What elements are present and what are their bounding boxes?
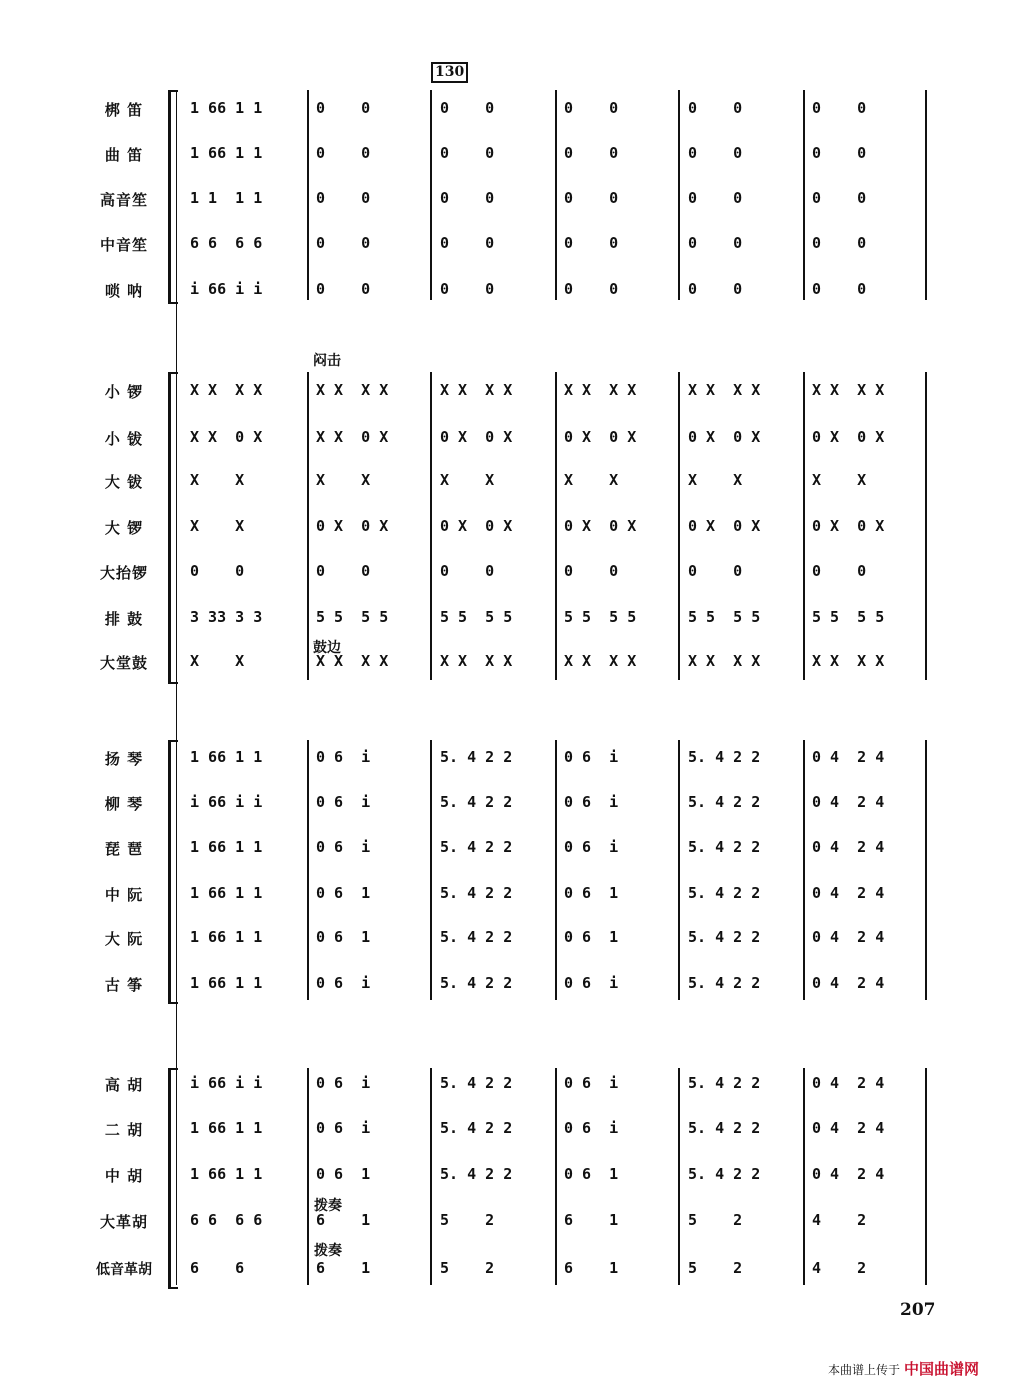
measure-cell: 0 6 i — [316, 838, 371, 856]
barline — [430, 372, 432, 680]
annotation-bozou-2: 拨奏 — [314, 1243, 342, 1259]
measure-cell: 5. 4 2 2 — [688, 1165, 761, 1183]
measure-cell: 0 6 i — [564, 748, 619, 766]
measure-cell: 0 0 — [812, 99, 867, 117]
instrument-label: 柳 琴 — [104, 795, 144, 813]
measure-cell: 1 66 1 1 — [190, 99, 263, 117]
measure-cell: 0 X 0 X — [812, 428, 885, 446]
measure-cell: 5. 4 2 2 — [688, 884, 761, 902]
measure-cell: 1 66 1 1 — [190, 884, 263, 902]
measure-cell: 5. 4 2 2 — [688, 793, 761, 811]
measure-cell: 0 0 — [812, 144, 867, 162]
measure-cell: 0 0 — [688, 280, 743, 298]
measure-cell: 0 X 0 X — [688, 517, 761, 535]
measure-cell: 4 2 — [812, 1259, 867, 1277]
measure-cell: i 66 i i — [190, 1074, 263, 1092]
measure-cell: 6 1 — [316, 1259, 371, 1277]
measure-cell: 0 0 — [440, 280, 495, 298]
barline — [555, 1068, 557, 1285]
measure-cell: 5 2 — [688, 1259, 743, 1277]
measure-cell: 0 4 2 4 — [812, 748, 885, 766]
barline — [430, 90, 432, 300]
measure-cell: 5. 4 2 2 — [440, 793, 513, 811]
measure-cell: 5. 4 2 2 — [688, 928, 761, 946]
measure-cell: 0 0 — [564, 234, 619, 252]
measure-cell: 5. 4 2 2 — [440, 1119, 513, 1137]
measure-cell: 0 0 — [440, 144, 495, 162]
barline — [803, 90, 805, 300]
measure-cell: i 66 i i — [190, 793, 263, 811]
measure-cell: 5 2 — [688, 1211, 743, 1229]
measure-cell: i 66 i i — [190, 280, 263, 298]
barline — [925, 1068, 927, 1285]
measure-cell: 5. 4 2 2 — [440, 1074, 513, 1092]
measure-cell: 1 66 1 1 — [190, 974, 263, 992]
measure-cell: X X — [190, 652, 245, 670]
measure-cell: 0 0 — [688, 234, 743, 252]
measure-cell: 5. 4 2 2 — [688, 1119, 761, 1137]
measure-cell: 1 66 1 1 — [190, 928, 263, 946]
measure-cell: 0 0 — [564, 99, 619, 117]
measure-cell: 0 0 — [316, 189, 371, 207]
measure-cell: 5 2 — [440, 1259, 495, 1277]
annotation-menji: 闷击 — [313, 353, 341, 369]
measure-cell: 0 X 0 X — [688, 428, 761, 446]
barline — [678, 90, 680, 300]
measure-cell: 0 4 2 4 — [812, 928, 885, 946]
measure-cell: 1 66 1 1 — [190, 144, 263, 162]
measure-cell: 0 4 2 4 — [812, 793, 885, 811]
instrument-label: 梆 笛 — [104, 101, 144, 119]
instrument-label: 大革胡 — [99, 1213, 148, 1231]
measure-cell: 4 2 — [812, 1211, 867, 1229]
measure-cell: X X — [564, 471, 619, 489]
measure-cell: 1 1 1 1 — [190, 189, 263, 207]
measure-cell: 0 0 — [812, 562, 867, 580]
measure-cell: 6 6 6 6 — [190, 1211, 263, 1229]
measure-cell: 0 4 2 4 — [812, 974, 885, 992]
measure-cell: 0 0 — [316, 280, 371, 298]
instrument-label: 大 阮 — [104, 930, 144, 948]
measure-cell: 5. 4 2 2 — [688, 838, 761, 856]
measure-cell: 5. 4 2 2 — [440, 748, 513, 766]
measure-cell: 0 4 2 4 — [812, 1119, 885, 1137]
measure-cell: 0 4 2 4 — [812, 1165, 885, 1183]
measure-cell: 0 6 i — [564, 838, 619, 856]
barline — [307, 372, 309, 680]
measure-cell: X X X X — [564, 652, 637, 670]
measure-cell: 3 33 3 3 — [190, 608, 263, 626]
instrument-label: 大 钹 — [104, 473, 144, 491]
instrument-label: 琵 琶 — [104, 840, 144, 858]
measure-cell: X X 0 X — [316, 428, 389, 446]
measure-cell: 0 6 i — [316, 793, 371, 811]
measure-cell: 6 6 — [190, 1259, 245, 1277]
measure-cell: 0 6 1 — [564, 1165, 619, 1183]
measure-cell: 0 0 — [812, 280, 867, 298]
measure-cell: X X X X — [812, 381, 885, 399]
measure-cell: 6 1 — [564, 1211, 619, 1229]
measure-cell: 5. 4 2 2 — [440, 884, 513, 902]
barline — [430, 1068, 432, 1285]
measure-cell: 5 5 5 5 — [564, 608, 637, 626]
annotation-bozou-1: 拨奏 — [314, 1198, 342, 1214]
measure-cell: 0 6 i — [316, 974, 371, 992]
measure-cell: X X 0 X — [190, 428, 263, 446]
measure-cell: 1 66 1 1 — [190, 1165, 263, 1183]
footer — [828, 1358, 979, 1379]
measure-cell: 0 0 — [812, 234, 867, 252]
measure-cell: 0 X 0 X — [440, 428, 513, 446]
instrument-label: 唢 呐 — [104, 282, 144, 300]
measure-cell: 0 0 — [316, 234, 371, 252]
system-line — [176, 90, 177, 1285]
measure-cell: 0 0 — [812, 189, 867, 207]
measure-cell: X X X X — [316, 652, 389, 670]
page-number: 207 — [900, 1300, 936, 1320]
instrument-label: 曲 笛 — [104, 146, 144, 164]
measure-cell: 0 X 0 X — [812, 517, 885, 535]
measure-cell: 5. 4 2 2 — [688, 974, 761, 992]
instrument-label: 中 阮 — [104, 886, 144, 904]
measure-cell: 0 0 — [564, 280, 619, 298]
instrument-label: 排 鼓 — [104, 610, 144, 628]
measure-cell: X X X X — [190, 381, 263, 399]
measure-cell: 0 0 — [316, 562, 371, 580]
measure-cell: X X — [190, 517, 245, 535]
measure-cell: 0 0 — [688, 144, 743, 162]
barline — [307, 90, 309, 300]
measure-cell: X X — [190, 471, 245, 489]
instrument-label: 扬 琴 — [104, 750, 144, 768]
measure-cell: 5 2 — [440, 1211, 495, 1229]
footer-text: 本曲谱上传于 — [828, 1363, 901, 1377]
measure-cell: 0 6 i — [316, 748, 371, 766]
measure-cell: 0 6 i — [564, 1074, 619, 1092]
barline — [925, 740, 927, 1000]
instrument-label: 中音笙 — [99, 236, 148, 254]
barline — [307, 1068, 309, 1285]
instrument-label: 二 胡 — [104, 1121, 144, 1139]
measure-cell: X X — [812, 471, 867, 489]
measure-cell: 5. 4 2 2 — [440, 928, 513, 946]
instrument-label: 大 锣 — [104, 519, 144, 537]
measure-cell: 0 6 i — [316, 1074, 371, 1092]
measure-cell: X X X X — [688, 652, 761, 670]
measure-cell: 0 0 — [564, 562, 619, 580]
measure-cell: 0 6 1 — [564, 928, 619, 946]
measure-cell: 5 5 5 5 — [688, 608, 761, 626]
measure-cell: 0 0 — [688, 99, 743, 117]
measure-cell: 5. 4 2 2 — [440, 838, 513, 856]
measure-cell: 1 66 1 1 — [190, 838, 263, 856]
measure-cell: 5. 4 2 2 — [440, 1165, 513, 1183]
barline — [678, 372, 680, 680]
measure-cell: 0 4 2 4 — [812, 838, 885, 856]
measure-cell: 0 4 2 4 — [812, 884, 885, 902]
barline — [678, 740, 680, 1000]
measure-cell: 0 6 i — [564, 974, 619, 992]
measure-cell: 0 4 2 4 — [812, 1074, 885, 1092]
measure-cell: 5. 4 2 2 — [440, 974, 513, 992]
measure-cell: X X X X — [812, 652, 885, 670]
measure-cell: 6 1 — [564, 1259, 619, 1277]
barline — [555, 740, 557, 1000]
barline — [555, 372, 557, 680]
measure-cell: 0 0 — [440, 99, 495, 117]
measure-cell: 0 0 — [316, 144, 371, 162]
measure-cell: 0 6 1 — [316, 1165, 371, 1183]
measure-cell: 6 6 6 6 — [190, 234, 263, 252]
measure-cell: X X X X — [688, 381, 761, 399]
measure-cell: 0 0 — [688, 562, 743, 580]
barline — [925, 90, 927, 300]
measure-cell: 5. 4 2 2 — [688, 1074, 761, 1092]
measure-cell: 0 X 0 X — [440, 517, 513, 535]
instrument-label: 高 胡 — [104, 1076, 144, 1094]
measure-cell: X X X X — [440, 381, 513, 399]
measure-cell: 0 X 0 X — [316, 517, 389, 535]
measure-cell: 0 0 — [688, 189, 743, 207]
measure-cell: X X X X — [440, 652, 513, 670]
measure-cell: 0 X 0 X — [564, 517, 637, 535]
footer-site-logo: 中国曲谱网 — [904, 1360, 980, 1378]
measure-cell: 0 6 i — [564, 1119, 619, 1137]
measure-cell: 0 0 — [440, 562, 495, 580]
measure-cell: 1 66 1 1 — [190, 748, 263, 766]
instrument-label: 大堂鼓 — [99, 654, 148, 672]
measure-cell: 0 0 — [190, 562, 245, 580]
measure-cell: 0 6 1 — [316, 928, 371, 946]
measure-cell: 5. 4 2 2 — [688, 748, 761, 766]
barline — [307, 740, 309, 1000]
annotation-gubian: 鼓边 — [313, 640, 341, 656]
measure-cell: 0 6 i — [316, 1119, 371, 1137]
measure-cell: 0 0 — [564, 189, 619, 207]
barline — [803, 372, 805, 680]
measure-cell: 1 66 1 1 — [190, 1119, 263, 1137]
measure-cell: X X — [688, 471, 743, 489]
barline — [925, 372, 927, 680]
measure-cell: 0 0 — [316, 99, 371, 117]
barline — [555, 90, 557, 300]
instrument-label: 大抬锣 — [99, 564, 148, 582]
instrument-label: 高音笙 — [99, 191, 148, 209]
measure-cell: X X X X — [316, 381, 389, 399]
measure-cell: 5 5 5 5 — [440, 608, 513, 626]
rehearsal-mark: 130 — [431, 62, 468, 83]
barline — [678, 1068, 680, 1285]
instrument-label: 中 胡 — [104, 1167, 144, 1185]
measure-cell: 0 0 — [440, 189, 495, 207]
measure-cell: 0 6 1 — [316, 884, 371, 902]
measure-cell: 0 6 i — [564, 793, 619, 811]
measure-cell: 6 1 — [316, 1211, 371, 1229]
barline — [803, 740, 805, 1000]
measure-cell: 0 6 1 — [564, 884, 619, 902]
barline — [803, 1068, 805, 1285]
instrument-label: 低音革胡 — [96, 1262, 152, 1278]
instrument-label: 古 筝 — [104, 976, 144, 994]
measure-cell: X X X X — [564, 381, 637, 399]
instrument-label: 小 锣 — [104, 383, 144, 401]
measure-cell: 0 0 — [440, 234, 495, 252]
measure-cell: X X — [440, 471, 495, 489]
measure-cell: 5 5 5 5 — [812, 608, 885, 626]
measure-cell: 0 0 — [564, 144, 619, 162]
barline — [430, 740, 432, 1000]
measure-cell: 0 X 0 X — [564, 428, 637, 446]
measure-cell: 5 5 5 5 — [316, 608, 389, 626]
instrument-label: 小 钹 — [104, 430, 144, 448]
measure-cell: X X — [316, 471, 371, 489]
